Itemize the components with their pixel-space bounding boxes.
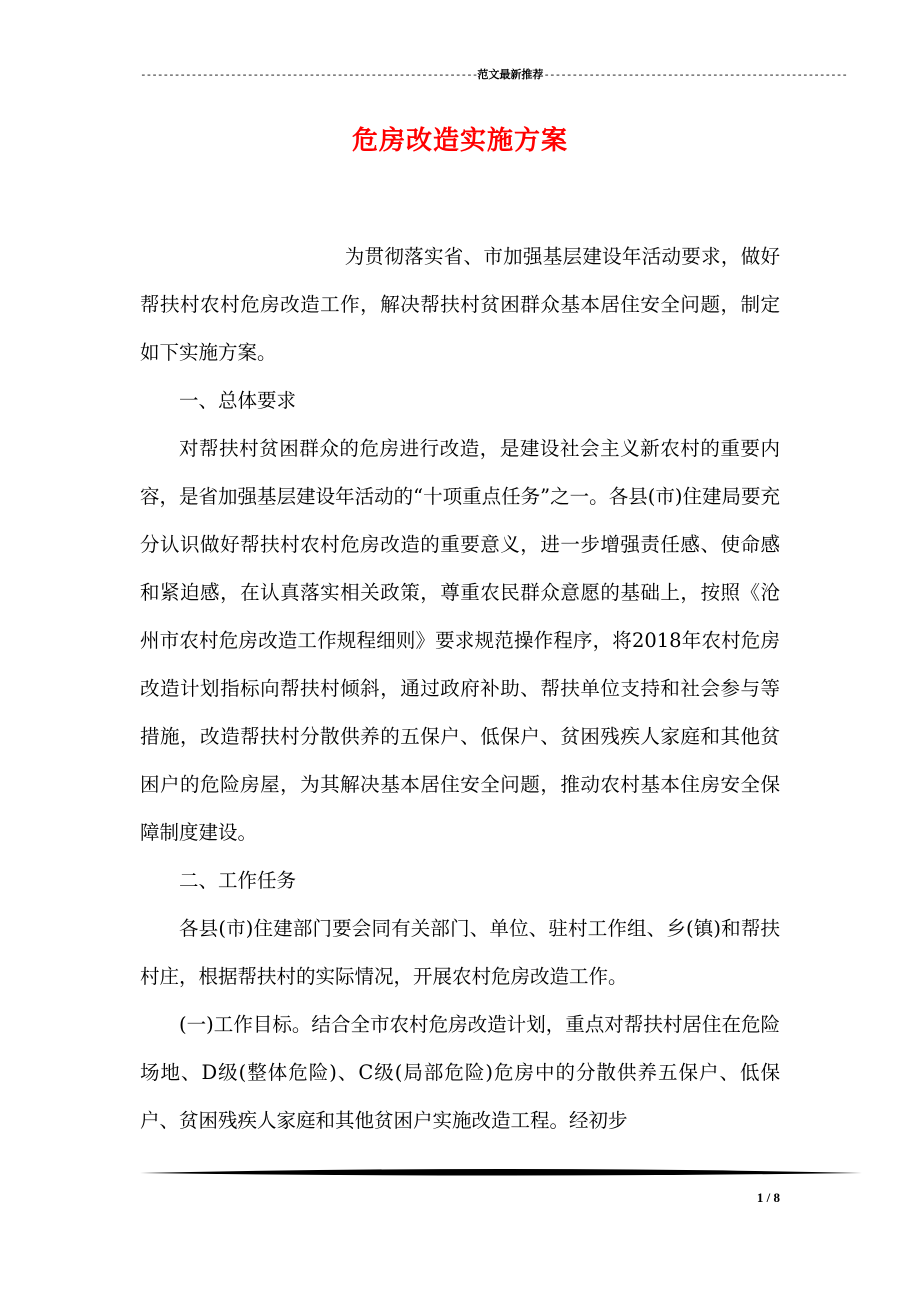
header-label: 范文最新推荐 (477, 68, 544, 81)
footer-divider (140, 1166, 862, 1180)
document-title: 危房改造实施方案 (351, 126, 568, 156)
paragraph-work-goals: (一)工作目标。结合全市农村危房改造计划，重点对帮扶村居住在危险场地、D级(整体危险)、C级(局部危险)危房中的分散供养五保户、低保户、贫困残疾人家庭和其他贫困户实施改造工程。经初步 (140, 1013, 780, 1132)
page-number: 1 / 8 (756, 1190, 780, 1205)
page-header (140, 66, 847, 84)
document-body (140, 233, 780, 1145)
paragraph-intro: 为贯彻落实省、市加强基层建设年活动要求，做好帮扶村农村危房改造工作，解决帮扶村贫困群众基本居住安全问题，制定如下实施方案。 (140, 245, 780, 364)
section-heading-2: 二、工作任务 (179, 869, 297, 892)
paragraph-general-requirements: 对帮扶村贫困群众的危房进行改造，是建设社会主义新农村的重要内容，是省加强基层建设年活动的“十项重点任务”之一。各县(市)住建局要充分认识做好帮扶村农村危房改造的重要意义，进一步增强责任感、使命感和紧迫感，在认真落实相关政策，尊重农民群众意愿的基础上，按照《沧州市农村危房改造工作规程细则》要求规范操作程序，将2018年农村危房改造计划指标向帮扶村倾斜，通过政府补助、帮扶单位支持和社会参与等措施，改造帮扶村分散供养的五保户、低保户、贫困残疾人家庭和其他贫困户的危险房屋，为其解决基本居住安全问题，推动农村基本住房安全保障制度建设。 (140, 437, 780, 844)
header-dashes-right: ------------------------------------------------------ (543, 68, 847, 81)
header-dashes-left: ------------------------------------------------------------ (140, 68, 478, 81)
section-heading-1: 一、总体要求 (179, 389, 297, 412)
paragraph-work-tasks: 各县(市)住建部门要会同有关部门、单位、驻村工作组、乡(镇)和帮扶村庄，根据帮扶村的实际情况，开展农村危房改造工作。 (140, 917, 780, 988)
